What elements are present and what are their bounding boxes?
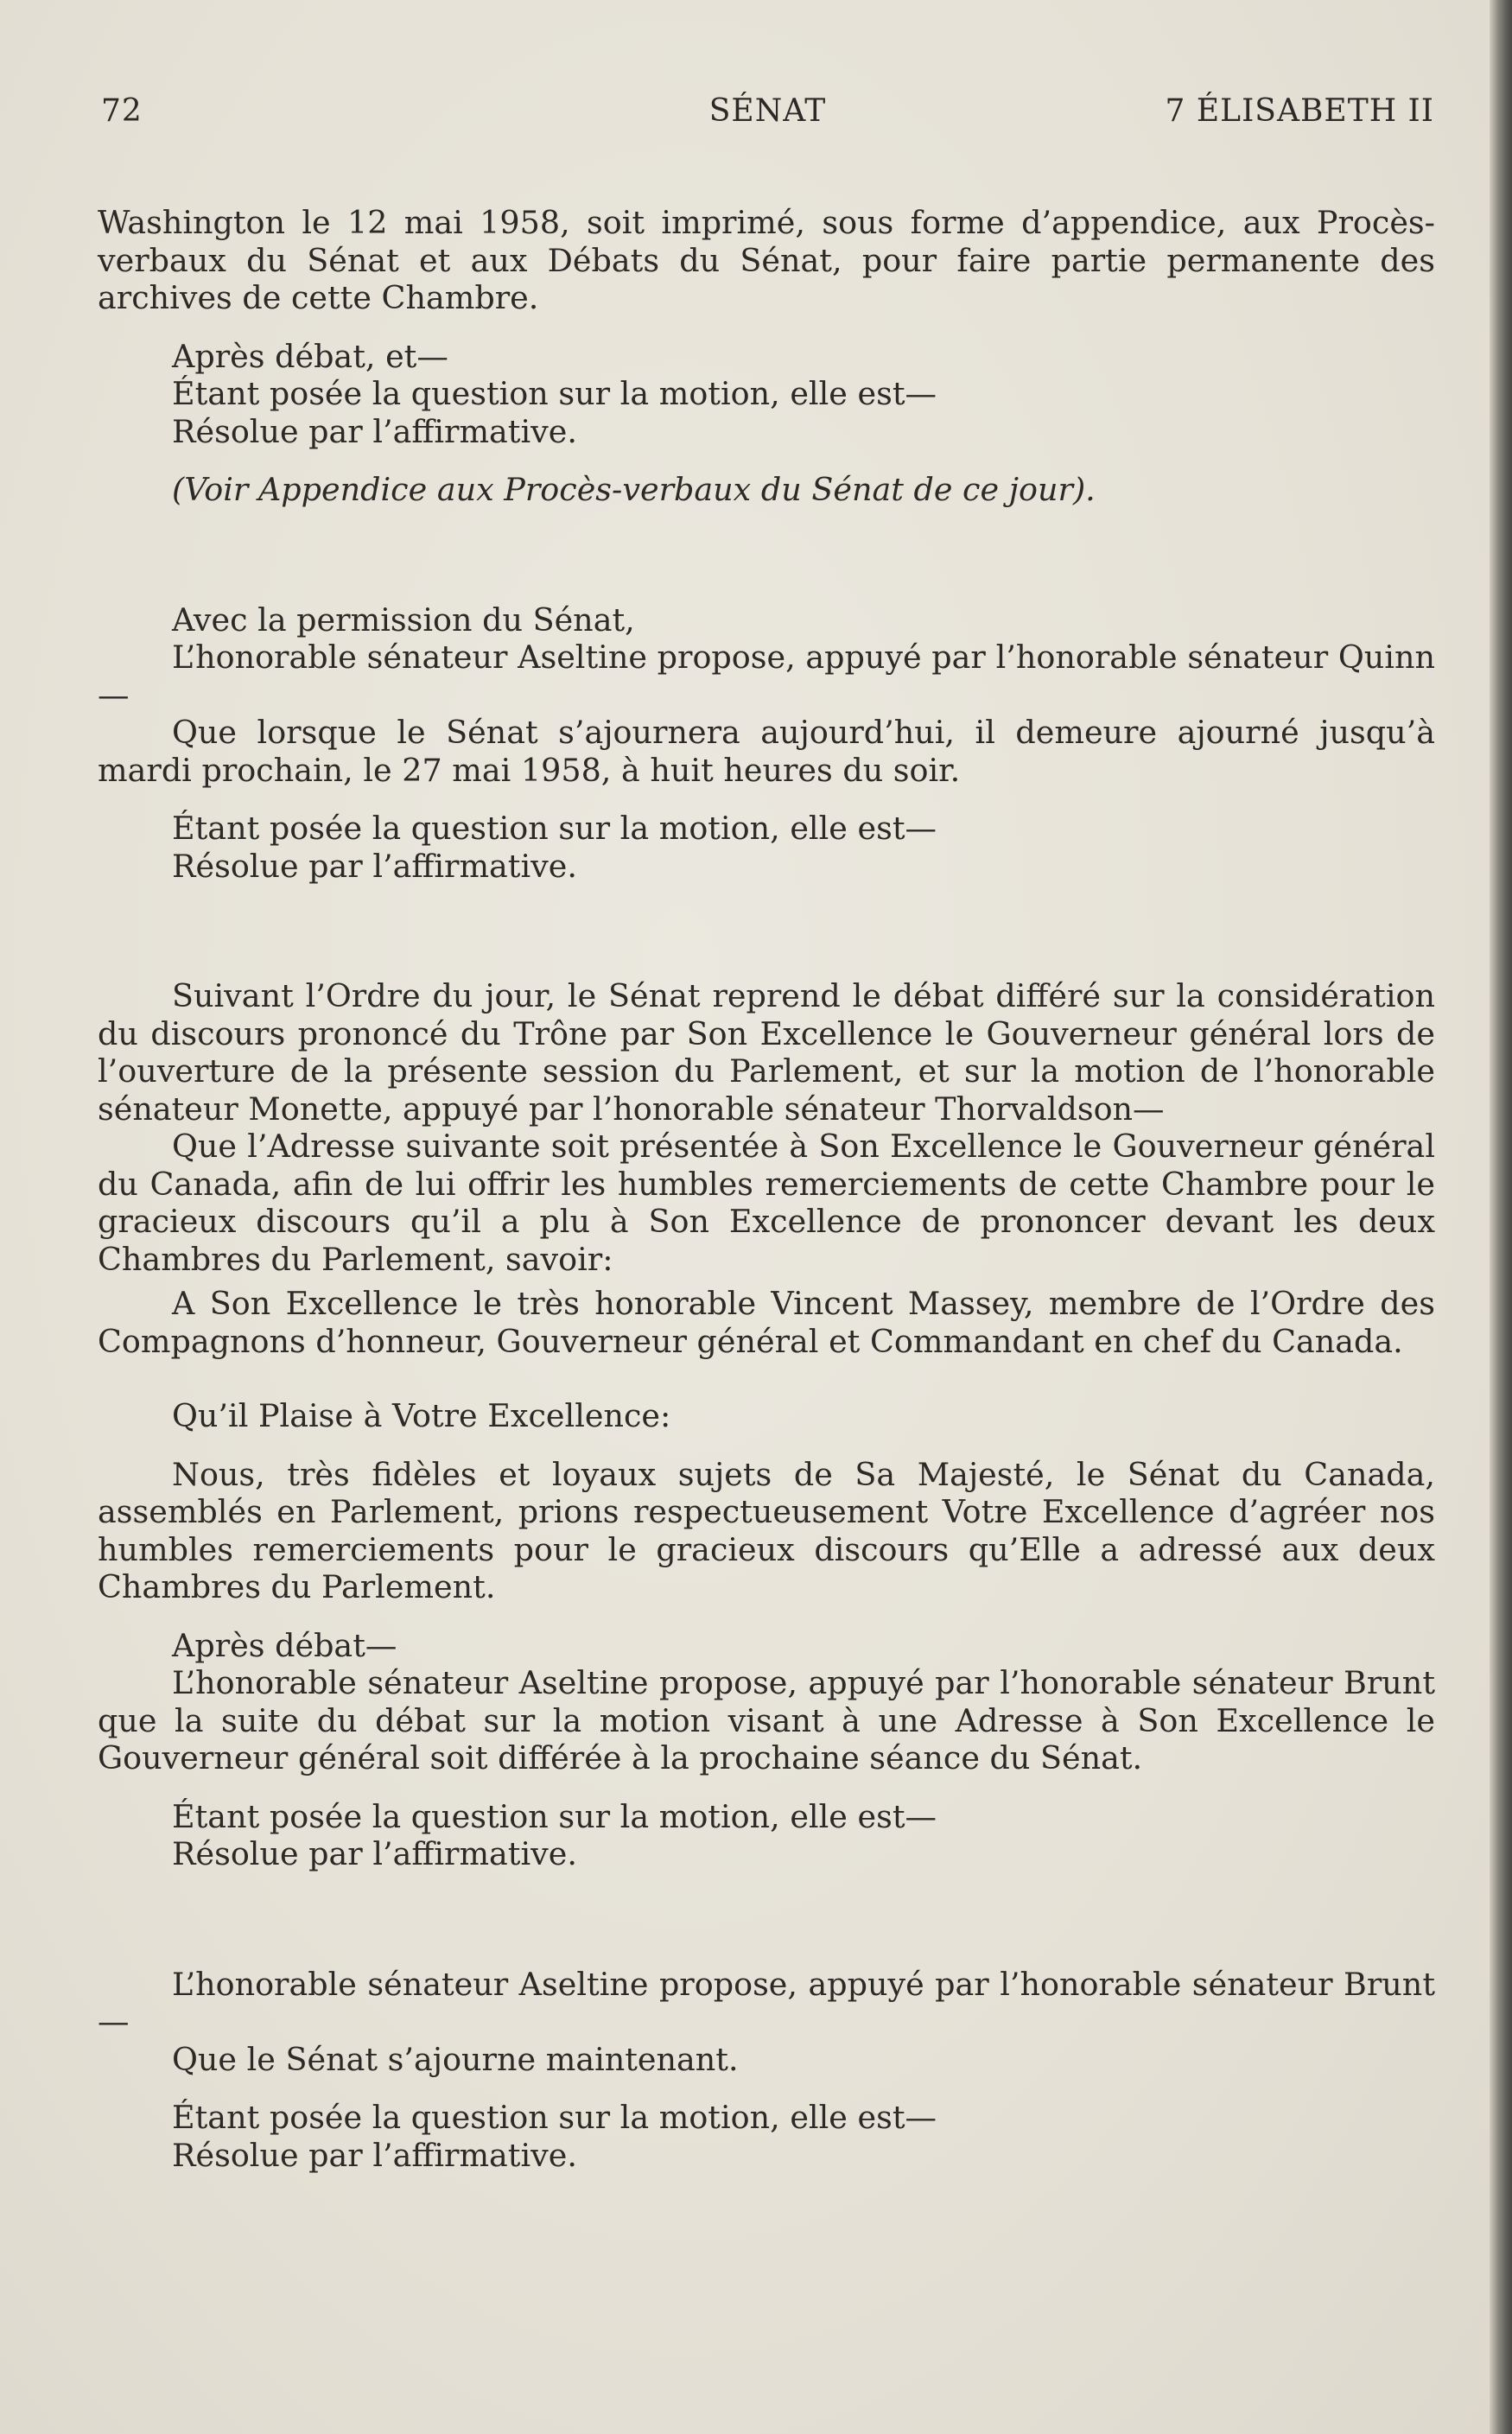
adjournment-proposal: L’honorable sénateur Aseltine propose, appuyé par l’honorable sénateur Brunt— xyxy=(98,1965,1435,2040)
permission-line: Avec la permission du Sénat, xyxy=(172,601,635,639)
thanks-paragraph: Nous, très fidèles et loyaux sujets de Sa Majesté, le Sénat du Canada, assemblés en Parlement, prions respectueusement Votre Excellence d’agréer nos humbles remerciements pour le gracieux discours qu’Elle a adressé aux deux Chambres du Parlement. xyxy=(98,1455,1435,1605)
question-put: Étant posée la question sur la motion, elle est— xyxy=(172,2099,937,2136)
adjourn-debate-proposal: L’honorable sénateur Aseltine propose, appuyé par l’honorable sénateur Brunt que la suite du débat sur la motion visant à une Adresse à Son Excellence le Gouverneur général soit différée à la prochaine séance du Sénat. xyxy=(98,1664,1435,1776)
debate-note: Après débat— xyxy=(172,1626,397,1664)
adjournment-motion: Que le Sénat s’ajourne maintenant. xyxy=(172,2040,739,2078)
question-put: Étant posée la question sur la motion, elle est— xyxy=(172,1797,937,1835)
page-header xyxy=(101,93,1434,137)
salutation: Qu’il Plaise à Votre Excellence: xyxy=(172,1397,671,1434)
running-title: SÉNAT xyxy=(708,93,827,129)
resolution-result: Résolue par l’affirmative. xyxy=(172,412,577,450)
page-number: 72 xyxy=(101,93,143,129)
regnal-year: 7 ÉLISABETH II xyxy=(1165,93,1434,129)
address-paragraph: Que l’Adresse suivante soit présentée à Son Excellence le Gouverneur général du Canada, afin de lui offrir les humbles remerciements de cette Chambre pour le gracieux discours qu’il a plu à Son Excellence de prononcer devant les deux Chambres du Parlement, savoir: xyxy=(98,1128,1435,1278)
addressee-paragraph: A Son Excellence le très honorable Vincent Massey, membre de l’Ordre des Compagnons d’honneur, Gouverneur général et Commandant en chef du Canada. xyxy=(98,1285,1435,1360)
resolution-result: Résolue par l’affirmative. xyxy=(172,1835,577,1872)
appendix-reference: (Voir Appendice aux Procès-verbaux du Sénat de ce jour). xyxy=(172,471,1096,508)
motion-text: Que lorsque le Sénat s’ajournera aujourd’hui, il demeure ajourné jusqu’à mardi prochain, le 27 mai 1958, à huit heures du soir. xyxy=(98,714,1435,789)
paragraph-appendix-order: Washington le 12 mai 1958, soit imprimé, sous forme d’appendice, aux Procès-verbaux du Sénat et aux Débats du Sénat, pour faire partie permanente des archives de cette Chambre. xyxy=(98,204,1435,316)
resolution-result: Résolue par l’affirmative. xyxy=(172,2136,577,2174)
debate-note: Après débat, et— xyxy=(172,337,448,375)
motion-proposal: L’honorable sénateur Aseltine propose, appuyé par l’honorable sénateur Quinn— xyxy=(98,639,1435,714)
page-body xyxy=(98,204,1435,2174)
question-put: Étant posée la question sur la motion, elle est— xyxy=(172,375,937,412)
resolution-result: Résolue par l’affirmative. xyxy=(172,847,577,885)
book-spine-shadow xyxy=(1490,0,1512,2434)
order-of-day-paragraph: Suivant l’Ordre du jour, le Sénat reprend le débat différé sur la considération du discours prononcé du Trône par Son Excellence le Gouverneur général lors de l’ouverture de la présente session du Parlement, et sur la motion de l’honorable sénateur Monette, appuyé par l’honorable sénateur Thorvaldson— xyxy=(98,977,1435,1128)
question-put: Étant posée la question sur la motion, elle est— xyxy=(172,810,937,847)
